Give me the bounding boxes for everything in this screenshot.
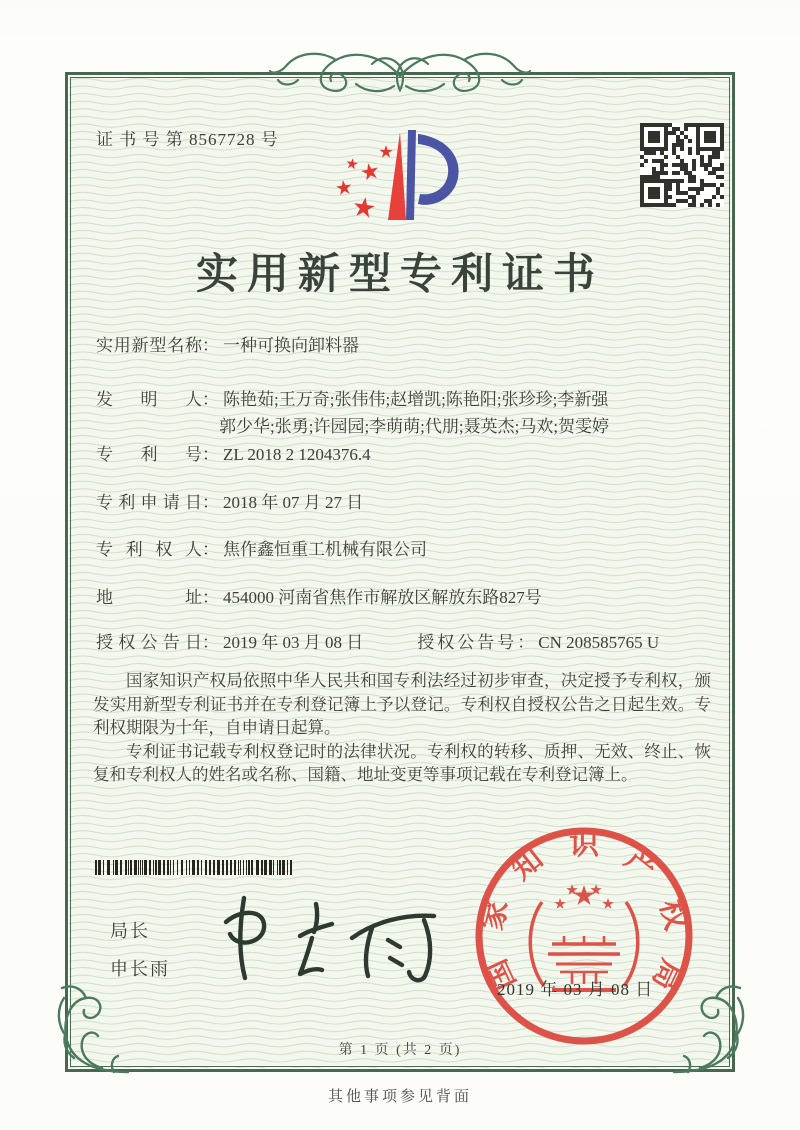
field-colon: ：	[202, 633, 219, 652]
qr-code	[640, 123, 724, 207]
director-signature	[212, 882, 444, 992]
field-label: 授权公告日	[96, 633, 202, 652]
field-colon: ：	[202, 588, 219, 607]
director-name: 申长雨	[110, 959, 170, 979]
field-label: 专利申请日	[96, 493, 202, 512]
field-row-inventors	[96, 386, 730, 413]
field-colon: ：	[202, 336, 219, 355]
field-value-continued: 郭少华;张勇;许园园;李萌萌;代朋;聂英杰;马欢;贺雯婷	[219, 417, 610, 436]
field-value: 2018 年 07 月 27 日	[223, 493, 364, 512]
field-row-name	[96, 332, 730, 359]
field-colon: ：	[202, 540, 219, 559]
field-row-patentee	[96, 536, 730, 563]
field-value: ZL 2018 2 1204376.4	[223, 445, 371, 464]
field-value: 焦作鑫恒重工机械有限公司	[223, 540, 427, 559]
page-indicator: 第 1 页 (共 2 页)	[338, 1043, 462, 1058]
director-block	[110, 912, 170, 988]
seal-date: 2019 年 03 月 08 日	[497, 980, 654, 999]
svg-text:识: 识	[569, 828, 599, 861]
field-label: 发明人	[96, 390, 202, 409]
field-value: 陈艳茹;王万奇;张伟伟;赵增凯;陈艳阳;张珍珍;李新强	[223, 390, 609, 409]
svg-text:权: 权	[653, 896, 693, 934]
grant-number-label: 授权公告号	[417, 633, 518, 652]
legal-paragraphs	[93, 669, 711, 787]
field-label: 地址	[96, 588, 202, 607]
svg-text:家: 家	[475, 896, 515, 934]
field-row-grant	[96, 629, 730, 656]
field-value: 454000 河南省焦作市解放区解放东路827号	[223, 588, 542, 607]
barcode	[95, 860, 293, 875]
cnipa-seal	[468, 820, 700, 1052]
svg-text:国: 国	[479, 954, 523, 996]
svg-text:知: 知	[505, 841, 550, 887]
grant-number: CN 208585765 U	[538, 633, 660, 652]
field-row-address	[96, 584, 730, 611]
field-label: 专利权人	[96, 540, 202, 559]
grant-date: 2019 年 03 月 08 日	[223, 633, 364, 652]
paragraph: 专利证书记载专利权登记时的法律状况。专利权的转移、质押、无效、终止、恢复和专利权人的姓名或名称、国籍、地址变更等事项记载在专利登记簿上。	[93, 741, 711, 784]
field-row-patent-number	[96, 441, 730, 468]
svg-text:产: 产	[618, 841, 663, 887]
director-title: 局长	[110, 921, 150, 941]
svg-text:局: 局	[645, 954, 689, 996]
field-label: 专利号	[96, 445, 202, 464]
paragraph: 国家知识产权局依照中华人民共和国专利法经过初步审查，决定授予专利权，颁发实用新型专利证书并在专利登记簿上予以登记。专利权自授权公告之日起生效。专利权期限为十年，自申请日起算。	[93, 671, 711, 737]
certificate-title: 实用新型专利证书	[195, 252, 604, 298]
field-colon: ：	[517, 633, 535, 652]
field-label: 实用新型名称	[96, 336, 202, 355]
field-colon: ：	[202, 445, 219, 464]
back-side-note: 其他事项参见背面	[327, 1089, 472, 1105]
field-value: 一种可换向卸料器	[223, 336, 359, 355]
cnipa-logo-icon	[330, 120, 468, 238]
certificate-number: 证 书 号 第 8567728 号	[96, 130, 279, 149]
field-row-filing-date	[96, 489, 730, 516]
field-colon: ：	[202, 390, 219, 409]
field-colon: ：	[202, 493, 219, 512]
